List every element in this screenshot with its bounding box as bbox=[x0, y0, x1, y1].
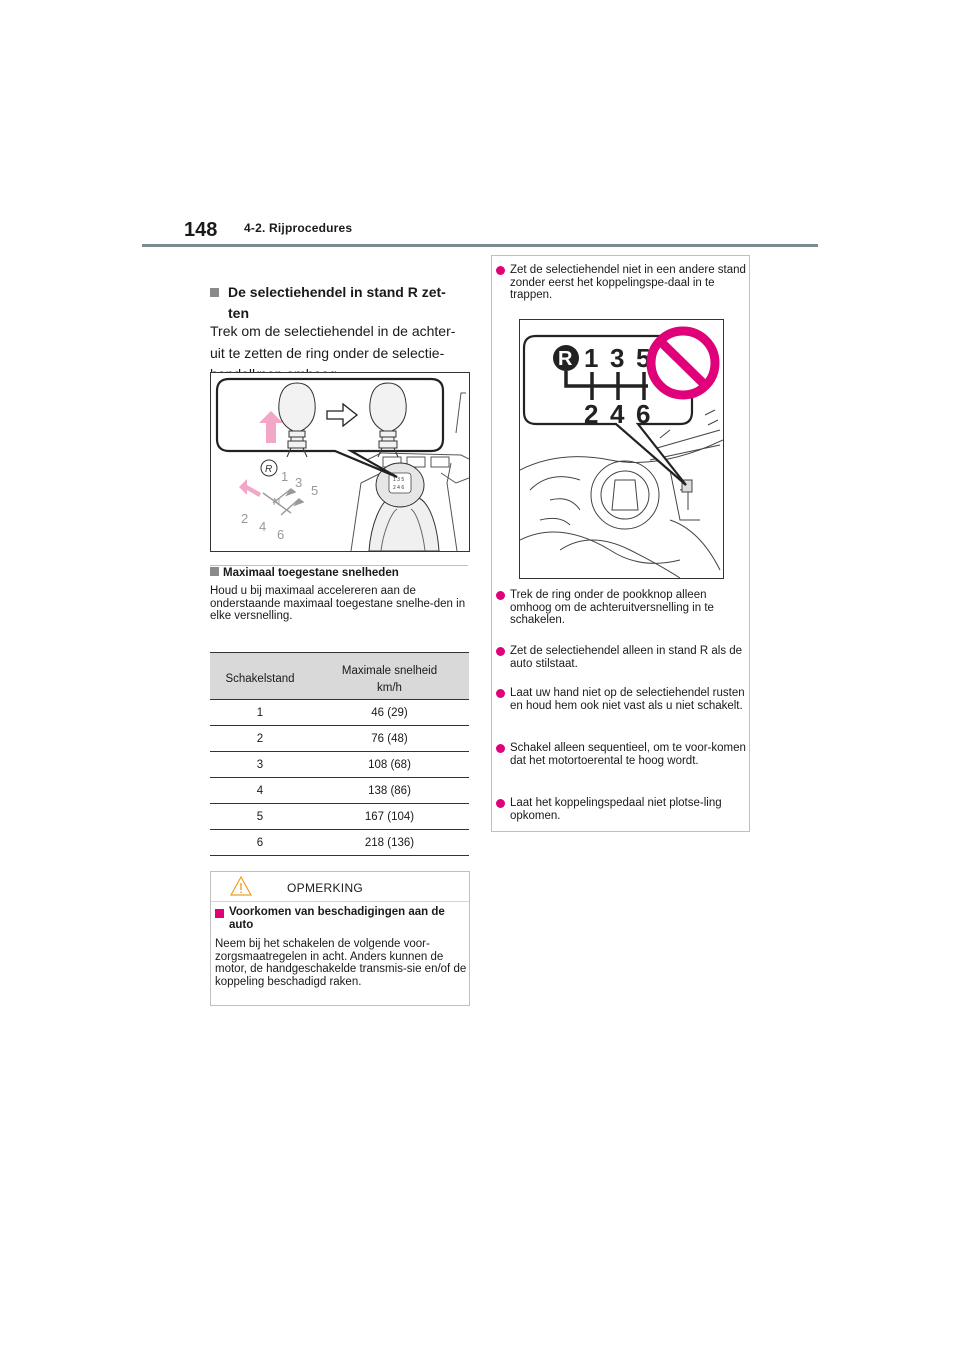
table-row bbox=[210, 700, 469, 726]
table-row bbox=[210, 804, 469, 830]
list-item-text: Laat uw hand niet op de selectiehendel rusten en houd hem ook niet vast als u niet schakelt. bbox=[510, 687, 745, 712]
figure-shift-warning bbox=[519, 319, 724, 579]
table-row bbox=[210, 726, 469, 752]
fig1-label-3: 3 bbox=[295, 475, 303, 490]
notice-heading-text: Voorkomen van beschadigingen aan de auto bbox=[229, 906, 445, 931]
table-row bbox=[210, 778, 469, 804]
table-cell-speed: 46 (29) bbox=[310, 700, 469, 726]
paragraph-max-speeds: Houd u bij maximaal accelereren aan de onderstaande maximaal toegestane snelhe-den in elke versnelling. bbox=[210, 585, 466, 622]
fig1-label-n: N bbox=[273, 497, 281, 508]
bullet-dot-icon bbox=[496, 647, 505, 656]
table-header-speed-unit: km/h bbox=[377, 682, 402, 694]
list-item bbox=[496, 797, 746, 822]
fig2-label-4: 4 bbox=[610, 399, 625, 429]
table-cell-gear: 1 bbox=[210, 700, 310, 726]
shift-lever-illustration bbox=[211, 373, 469, 551]
page-number: 148 bbox=[184, 219, 218, 241]
fig1-label-1: 1 bbox=[281, 469, 289, 484]
bullet-dot-icon bbox=[496, 689, 505, 698]
fig1-label-r: R bbox=[265, 464, 273, 475]
fig1-label-4: 4 bbox=[259, 519, 267, 534]
fig2-label-3: 3 bbox=[610, 343, 625, 373]
square-bullet-icon bbox=[210, 288, 219, 297]
list-item bbox=[496, 645, 746, 670]
list-item-text: Zet de selectiehendel niet in een andere stand zonder eerst het koppelingspe-daal in te trappen. bbox=[510, 264, 746, 301]
table-header-speed-label: Maximale snelheid bbox=[341, 665, 438, 677]
list-item bbox=[496, 742, 746, 767]
speed-table bbox=[210, 652, 469, 856]
table-cell-gear: 5 bbox=[210, 804, 310, 830]
warning-triangle-icon bbox=[229, 875, 253, 897]
table-cell-gear: 2 bbox=[210, 726, 310, 752]
list-item-text: Zet de selectiehendel alleen in stand R als de auto stilstaat. bbox=[510, 645, 743, 670]
shift-warning-illustration bbox=[520, 320, 723, 578]
table-row bbox=[210, 830, 469, 856]
arrow-reverse-icon bbox=[239, 479, 261, 497]
table-cell-speed: 138 (86) bbox=[310, 778, 469, 804]
notice-header bbox=[211, 872, 469, 901]
fig2-label-5: 5 bbox=[636, 343, 651, 373]
divider bbox=[210, 565, 468, 566]
fig2-label-6: 6 bbox=[636, 399, 651, 429]
table-header-gear: Schakelstand bbox=[210, 653, 310, 700]
svg-text:2 4 6: 2 4 6 bbox=[393, 485, 405, 491]
fig2-label-1: 1 bbox=[584, 343, 599, 373]
notice-title: OPMERKING bbox=[287, 881, 364, 895]
paragraph-reverse: Trek om de selectiehendel in de achter-uit te zetten de ring onder de selectie- bbox=[210, 323, 456, 361]
prohibition-icon bbox=[651, 331, 715, 395]
heading-reverse-text: De selectiehendel in stand R zet-ten bbox=[228, 284, 446, 321]
notice-box bbox=[210, 871, 470, 1006]
fig1-label-2: 2 bbox=[241, 511, 249, 526]
figure-shift-lever bbox=[210, 372, 470, 552]
list-item bbox=[496, 687, 746, 712]
fig2-label-r: R bbox=[558, 348, 573, 370]
notice-divider bbox=[211, 901, 469, 902]
heading-max-speeds-text: Maximaal toegestane snelheden bbox=[223, 567, 399, 579]
table-cell-speed: 108 (68) bbox=[310, 752, 469, 778]
list-item-text: Schakel alleen sequentieel, om te voor-komen dat het motortoerental te hoog wordt. bbox=[510, 742, 746, 767]
fig1-label-5: 5 bbox=[311, 483, 319, 498]
svg-text:1 3 5: 1 3 5 bbox=[393, 477, 405, 483]
table-cell-speed: 218 (136) bbox=[310, 830, 469, 856]
section-title: 4-2. Rijprocedures bbox=[244, 221, 353, 235]
list-item bbox=[496, 589, 746, 627]
heading-reverse bbox=[210, 282, 462, 324]
list-item-text: Trek de ring onder de pookknop alleen omhoog om de achteruitversnelling in te schakelen. bbox=[510, 589, 714, 626]
table-cell-speed: 167 (104) bbox=[310, 804, 469, 830]
bullet-dot-icon bbox=[496, 591, 505, 600]
heading-max-speeds bbox=[210, 567, 399, 579]
table-header-speed bbox=[310, 653, 469, 700]
table-header-row bbox=[210, 653, 469, 700]
bullet-dot-icon bbox=[496, 744, 505, 753]
fig2-label-2: 2 bbox=[584, 399, 599, 429]
caution-box bbox=[491, 255, 750, 832]
table-cell-speed: 76 (48) bbox=[310, 726, 469, 752]
square-bullet-icon bbox=[215, 909, 224, 918]
list-item bbox=[496, 264, 746, 302]
header-rule bbox=[142, 244, 818, 247]
table-row bbox=[210, 752, 469, 778]
list-item-text: Laat het koppelingspedaal niet plotse-ling opkomen. bbox=[510, 797, 722, 822]
notice-heading bbox=[215, 906, 465, 931]
bullet-dot-icon bbox=[496, 266, 505, 275]
table-cell-gear: 3 bbox=[210, 752, 310, 778]
notice-body: Neem bij het schakelen de volgende voor-zorgsmaatregelen in acht. Anders kunnen de motor, de handgeschakelde transmis-sie en/of de koppeling beschadigd raken. bbox=[215, 938, 467, 988]
bullet-dot-icon bbox=[496, 799, 505, 808]
table-cell-gear: 6 bbox=[210, 830, 310, 856]
fig1-label-6: 6 bbox=[277, 527, 285, 542]
square-bullet-icon bbox=[210, 567, 219, 576]
table-cell-gear: 4 bbox=[210, 778, 310, 804]
